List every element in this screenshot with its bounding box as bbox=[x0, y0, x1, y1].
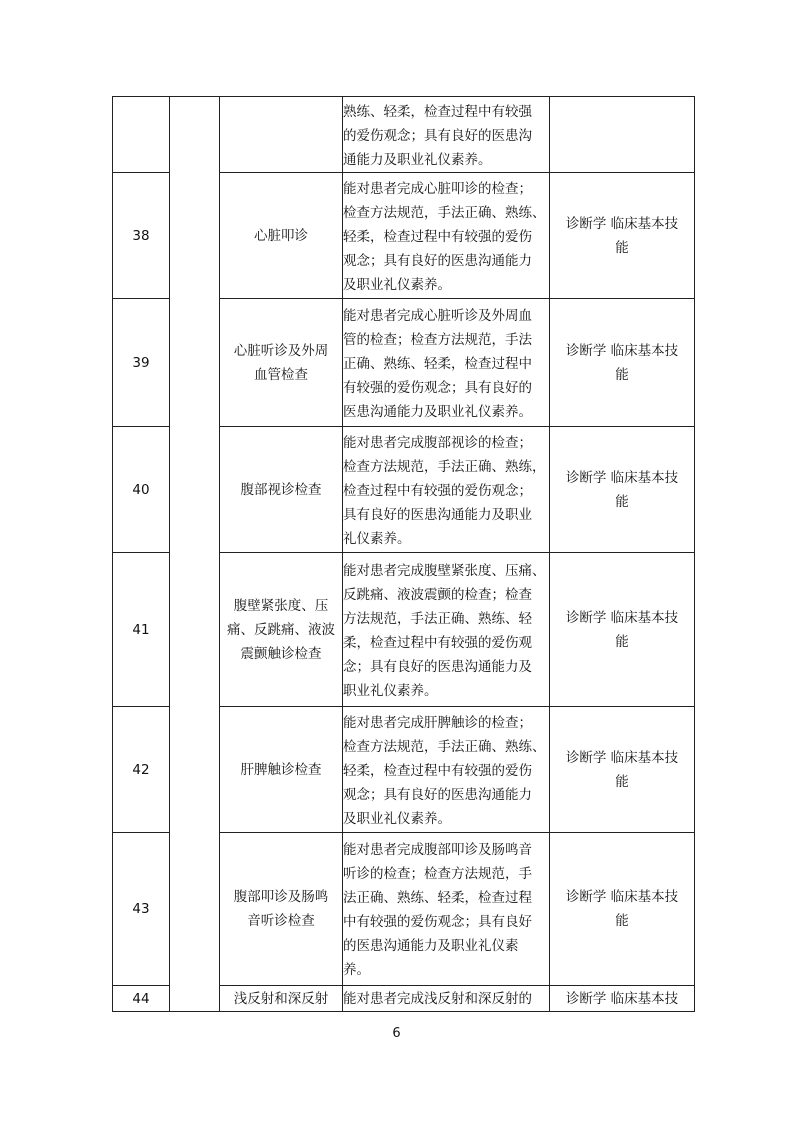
course-line: 诊断学 临床基本技 bbox=[565, 990, 679, 1007]
requirement-line: 的医患沟通能力及职业礼仪素 bbox=[343, 938, 519, 954]
page-number: 6 bbox=[392, 1026, 401, 1041]
requirement-line: 方法规范，手法正确、熟练、轻 bbox=[343, 610, 532, 627]
requirement-line: 管的检查；检查方法规范，手法 bbox=[343, 331, 532, 348]
requirement-line: 轻柔，检查过程中有较强的爱伤 bbox=[343, 762, 532, 779]
related-course bbox=[550, 833, 695, 986]
requirement-line: 能对患者完成腹壁紧张度、压痛、 bbox=[343, 562, 546, 579]
skill-requirement bbox=[343, 97, 550, 173]
requirement-line: 能对患者完成腹部视诊的检查； bbox=[343, 434, 532, 451]
related-course bbox=[550, 299, 695, 427]
requirement-line: 正确、熟练、轻柔，检查过程中 bbox=[343, 355, 532, 372]
requirement-line: 轻柔，检查过程中有较强的爱伤 bbox=[343, 228, 532, 245]
skills-table bbox=[112, 96, 695, 1012]
related-course bbox=[550, 707, 695, 833]
row-number: 39 bbox=[113, 299, 170, 427]
skill-name-line: 浅反射和深反射 bbox=[233, 990, 329, 1007]
skill-name-line: 心脏叩诊 bbox=[254, 227, 308, 244]
course-line: 诊断学 临床基本技 bbox=[565, 215, 679, 232]
requirement-line: 养。 bbox=[343, 962, 370, 978]
skill-name-line: 痛、反跳痛、液波 bbox=[227, 621, 335, 638]
requirement-line: 中有较强的爱伤观念；具有良好 bbox=[343, 914, 532, 930]
skill-name-line: 血管检查 bbox=[254, 366, 308, 383]
requirement-line: 有较强的爱伤观念；具有良好的 bbox=[343, 379, 532, 396]
skill-requirement bbox=[343, 707, 550, 833]
skill-requirement bbox=[343, 986, 550, 1012]
requirement-line: 及职业礼仪素养。 bbox=[343, 276, 451, 293]
related-course bbox=[550, 173, 695, 299]
skill-requirement bbox=[343, 173, 550, 299]
requirement-line: 能对患者完成浅反射和深反射的 bbox=[343, 990, 532, 1007]
skill-name-line: 腹部叩诊及肠鸣 bbox=[233, 889, 329, 905]
course-line: 能 bbox=[615, 366, 629, 383]
requirement-line: 检查过程中有较强的爱伤观念； bbox=[343, 482, 532, 499]
course-line: 能 bbox=[615, 913, 629, 929]
row-number bbox=[113, 97, 170, 173]
course-line: 诊断学 临床基本技 bbox=[565, 889, 679, 905]
course-line: 能 bbox=[615, 773, 629, 790]
row-number: 43 bbox=[113, 833, 170, 986]
requirement-line: 念；具有良好的医患沟通能力及 bbox=[343, 658, 532, 675]
requirement-line: 观念；具有良好的医患沟通能力 bbox=[343, 786, 532, 803]
requirement-line: 柔，检查过程中有较强的爱伤观 bbox=[343, 634, 532, 651]
skill-requirement bbox=[343, 553, 550, 707]
row-number: 44 bbox=[113, 986, 170, 1012]
requirement-line: 的爱伤观念；具有良好的医患沟 bbox=[343, 127, 532, 144]
skill-name-line: 腹壁紧张度、压 bbox=[233, 597, 329, 614]
course-line: 能 bbox=[615, 493, 629, 510]
requirement-line: 听诊的检查；检查方法规范，手 bbox=[343, 866, 532, 882]
related-course bbox=[550, 427, 695, 553]
requirement-line: 观念；具有良好的医患沟通能力 bbox=[343, 252, 532, 269]
requirement-line: 通能力及职业礼仪素养。 bbox=[343, 151, 492, 168]
skill-requirement bbox=[343, 833, 550, 986]
requirement-line: 能对患者完成肝脾触诊的检查； bbox=[343, 714, 532, 731]
requirement-line: 检查方法规范，手法正确、熟练、 bbox=[343, 204, 546, 221]
requirement-line: 及职业礼仪素养。 bbox=[343, 810, 451, 827]
requirement-line: 反跳痛、液波震颤的检查；检查 bbox=[343, 586, 532, 603]
course-line: 诊断学 临床基本技 bbox=[565, 469, 679, 486]
skill-name bbox=[220, 833, 343, 986]
requirement-line: 具有良好的医患沟通能力及职业 bbox=[343, 506, 532, 523]
course-line: 诊断学 临床基本技 bbox=[565, 609, 679, 626]
course-line: 诊断学 临床基本技 bbox=[565, 749, 679, 766]
row-number: 42 bbox=[113, 707, 170, 833]
skill-name-line: 腹部视诊检查 bbox=[240, 481, 322, 498]
skill-name bbox=[220, 299, 343, 427]
row-number: 40 bbox=[113, 427, 170, 553]
requirement-line: 熟练、轻柔，检查过程中有较强 bbox=[343, 103, 532, 120]
related-course bbox=[550, 986, 695, 1012]
skill-name bbox=[220, 986, 343, 1012]
requirement-line: 礼仪素养。 bbox=[343, 530, 411, 547]
skill-name-line: 肝脾触诊检查 bbox=[240, 761, 322, 778]
related-course bbox=[550, 553, 695, 707]
requirement-line: 检查方法规范，手法正确、熟练， bbox=[343, 458, 546, 475]
course-line: 能 bbox=[615, 239, 629, 256]
course-line: 诊断学 临床基本技 bbox=[565, 342, 679, 359]
skill-name bbox=[220, 97, 343, 173]
row-number: 38 bbox=[113, 173, 170, 299]
table-row bbox=[113, 97, 695, 173]
skill-name-line: 震颤触诊检查 bbox=[240, 645, 322, 662]
skill-requirement bbox=[343, 427, 550, 553]
requirement-line: 医患沟通能力及职业礼仪素养。 bbox=[343, 403, 532, 420]
requirement-line: 能对患者完成心脏叩诊的检查； bbox=[343, 180, 532, 197]
requirement-line: 能对患者完成腹部叩诊及肠鸣音 bbox=[343, 842, 532, 858]
skill-name bbox=[220, 707, 343, 833]
requirement-line: 能对患者完成心脏听诊及外周血 bbox=[343, 307, 532, 324]
row-number: 41 bbox=[113, 553, 170, 707]
skill-name-line: 心脏听诊及外周 bbox=[233, 342, 329, 359]
skill-name bbox=[220, 427, 343, 553]
related-course bbox=[550, 97, 695, 173]
skill-name-line: 音听诊检查 bbox=[247, 913, 315, 929]
skill-name bbox=[220, 173, 343, 299]
skill-name bbox=[220, 553, 343, 707]
requirement-line: 法正确、熟练、轻柔，检查过程 bbox=[343, 890, 532, 906]
skill-requirement bbox=[343, 299, 550, 427]
requirement-line: 职业礼仪素养。 bbox=[343, 682, 438, 699]
course-line: 能 bbox=[615, 633, 629, 650]
requirement-line: 检查方法规范，手法正确、熟练、 bbox=[343, 738, 546, 755]
category-cell-merged bbox=[170, 97, 220, 1012]
